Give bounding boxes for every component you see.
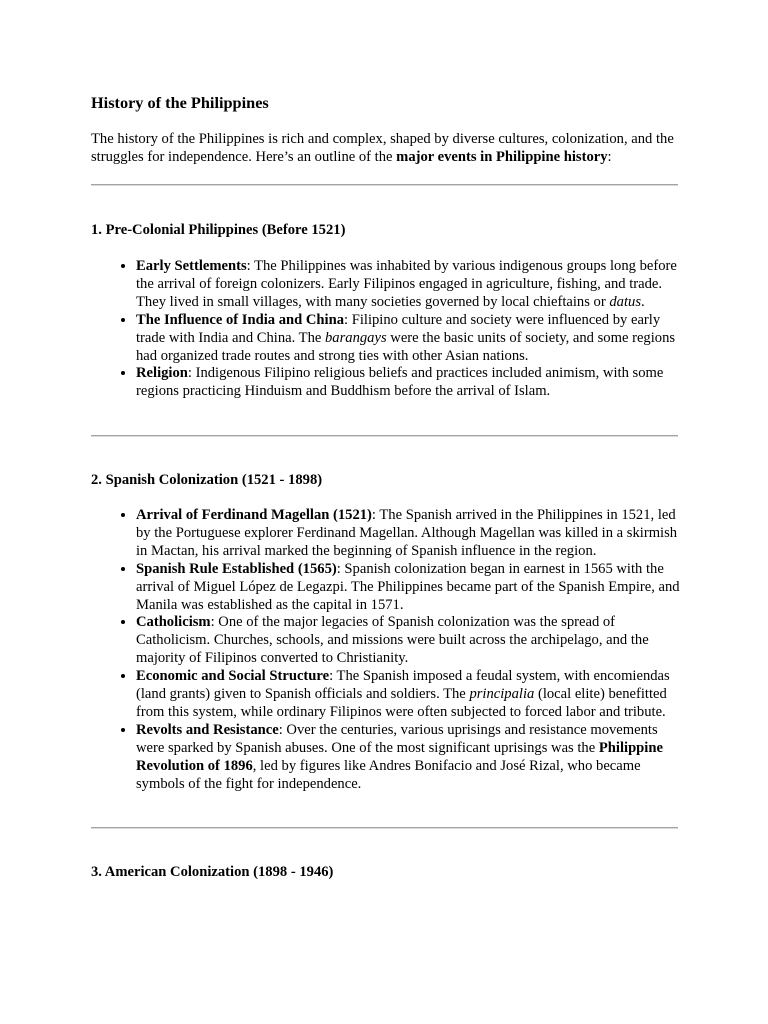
list-item-text: datus <box>609 293 641 310</box>
list-item <box>136 507 681 561</box>
intro-emphasis: major events in Philippine history <box>396 148 608 165</box>
list-item-term: Economic and Social Structure <box>136 668 330 685</box>
page-title: History of the Philippines <box>91 93 269 112</box>
section-divider <box>91 827 678 829</box>
list-item-term: The Influence of India and China <box>136 311 345 328</box>
list-item-term: Arrival of Ferdinand Magellan (1521) <box>136 507 372 523</box>
list-item-text: (local elite) benefitted from this system, while ordinary Filipinos were often subjected to forced labor and tribute. <box>136 686 667 720</box>
list-item <box>136 258 681 312</box>
section-divider <box>91 184 678 186</box>
list-item-text: : One of the major legacies of Spanish colonization was the spread of Catholicism. Churches, schools, and missions were built across the archipelago, and the majority of Filipinos converted to Christianity. <box>136 614 649 667</box>
list-item-text: : Over the centuries, various uprisings and resistance movements were sparked by Spanish abuses. One of the most significant uprisings was the <box>136 721 658 756</box>
intro-paragraph <box>91 131 681 167</box>
list-item-text: : Indigenous Filipino religious beliefs and practices included animism, with some regions practicing Hinduism and Buddhism before the arrival of Islam. <box>136 365 664 400</box>
list-item-text: Philippine Revolution of 1896 <box>136 739 663 774</box>
list-item-term: Religion <box>136 365 188 382</box>
list-item <box>136 668 681 722</box>
section-list-spanish <box>91 507 681 794</box>
list-item-term: Early Settlements <box>136 258 247 274</box>
list-item-text: : Filipino culture and society were influenced by early trade with India and China. The <box>136 311 661 346</box>
intro-colon: : <box>607 148 612 165</box>
section-list-pre-colonial <box>91 258 681 401</box>
list-item-text: : The Spanish imposed a feudal system, with encomiendas (land grants) given to Spanish officials and soldiers. The <box>136 668 670 703</box>
list-item-text: barangays <box>325 329 387 346</box>
list-item-term: Revolts and Resistance <box>136 721 279 738</box>
section-heading-spanish: 2. Spanish Colonization (1521 - 1898) <box>91 472 323 488</box>
intro-text: The history of the Philippines is rich and complex, shaped by diverse cultures, colonization, and the struggles for independence. Here’s an outline of the <box>91 131 674 165</box>
list-item <box>136 722 681 794</box>
list-item-text: , led by figures like Andres Bonifacio and José Rizal, who became symbols of the fight for independence. <box>136 757 641 792</box>
list-item-text: principalia <box>469 686 535 703</box>
list-item <box>136 614 681 668</box>
list-item-text: . <box>641 293 645 310</box>
list-item-text: : The Spanish arrived in the Philippines in 1521, led by the Portuguese explorer Ferdinand Magellan. Although Magellan was killed in a skirmish in Mactan, his arrival marked the beginning of Spanish influence in the region. <box>136 507 678 559</box>
list-item <box>136 365 681 401</box>
list-item-text: : The Philippines was inhabited by various indigenous groups long before the arrival of foreign colonizers. Early Filipinos engaged in agriculture, fishing, and trade. They lived in small villages, with many societies governed by local chieftains or <box>136 258 677 310</box>
list-item-term: Catholicism <box>136 614 211 631</box>
list-item <box>136 312 681 366</box>
list-item-text: were the basic units of society, and some regions had organized trade routes and strong ties with other Asian nations. <box>136 329 676 364</box>
list-item <box>136 561 681 615</box>
list-item-text: : Spanish colonization began in earnest in 1565 with the arrival of Miguel López de Legazpi. The Philippines became part of the Spanish Empire, and Manila was established as the capital in 1571. <box>136 560 680 613</box>
section-heading-american: 3. American Colonization (1898 - 1946) <box>91 864 334 880</box>
section-divider <box>91 435 678 437</box>
list-item-term: Spanish Rule Established (1565) <box>136 560 337 577</box>
section-heading-pre-colonial: 1. Pre-Colonial Philippines (Before 1521) <box>91 222 346 238</box>
